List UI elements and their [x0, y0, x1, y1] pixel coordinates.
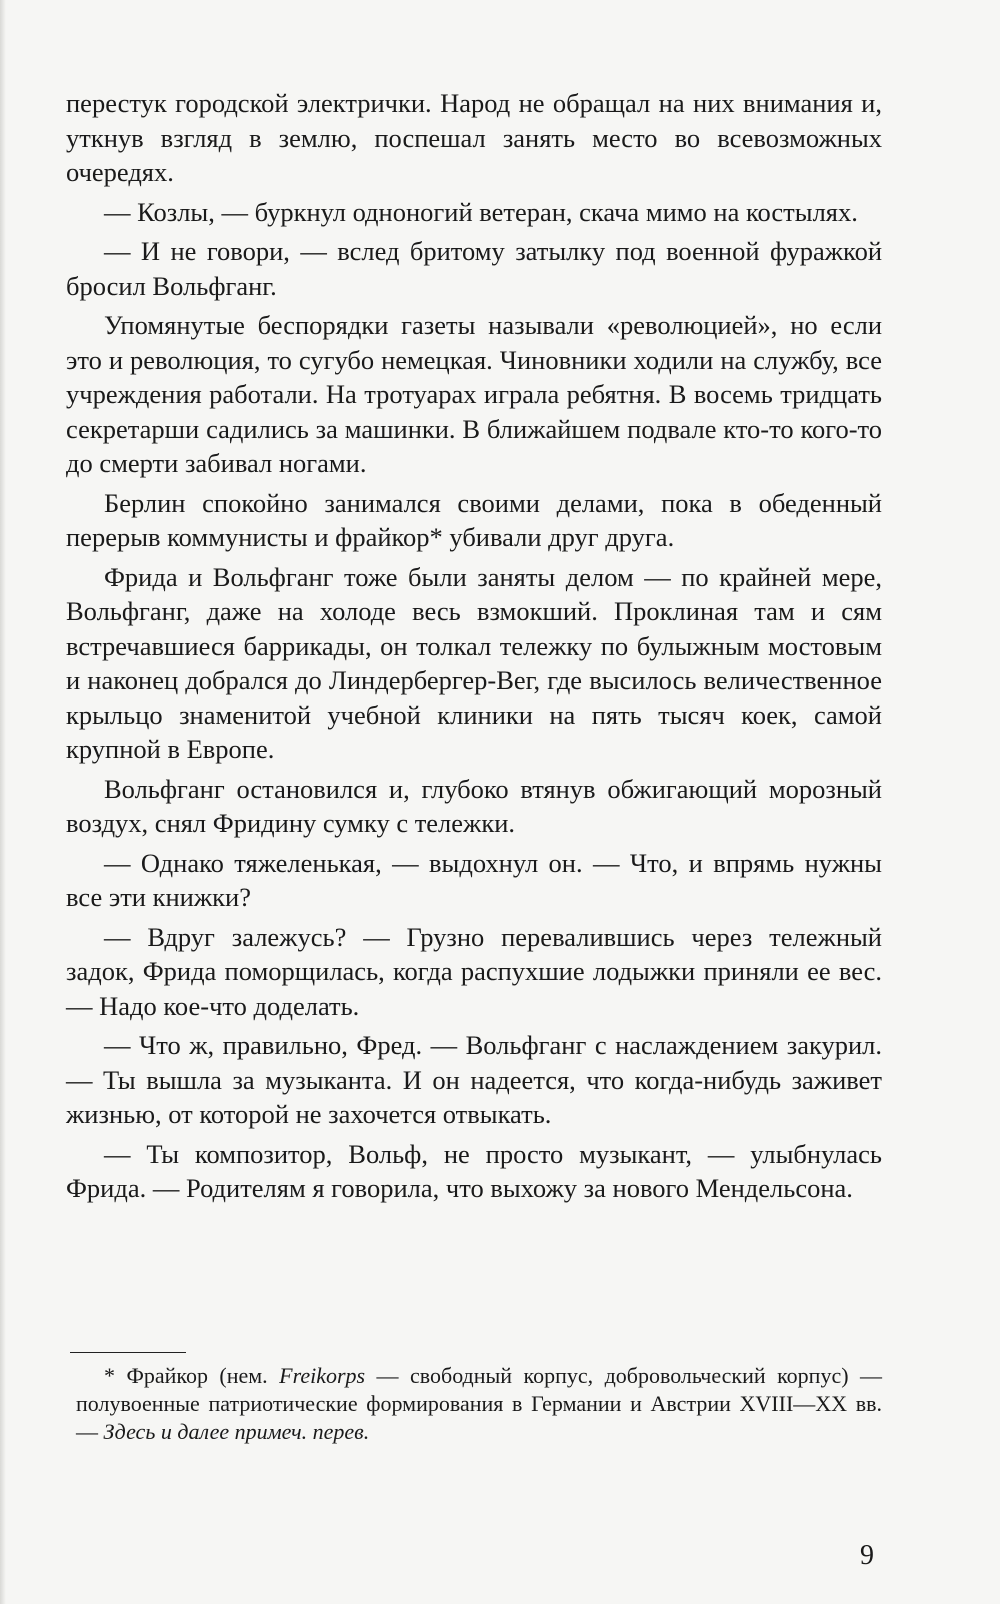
paragraph: — Козлы, — буркнул одноногий ветеран, скача мимо на костылях. [104, 196, 858, 227]
paragraph: перестук городской электрички. Народ не обращал на них внимания и, уткнув взгляд в землю, поспешал занять место во всевозможных очередях. [66, 88, 882, 187]
footnote-editor-note: Здесь и далее примеч. перев. [103, 1419, 370, 1444]
footnote-text: * Фрайкор (нем. [104, 1363, 280, 1388]
paragraph: — И не говори, — вслед бритому затылку под военной фуражкой бросил Вольфганг. [66, 236, 882, 301]
footnote [76, 1362, 882, 1446]
paragraph: — Ты композитор, Вольф, не просто музыкант, — улыбнулась Фрида. — Родителям я говорила, что выхожу за нового Мендельсона. [66, 1138, 882, 1203]
paragraph: Берлин спокойно занимался своими делами, пока в обеденный перерыв коммунисты и фрайкор* убивали друг друга. [66, 487, 882, 552]
paragraph: — Однако тяжеленькая, — выдохнул он. — Что, и впрямь нужны все эти книжки? [66, 847, 882, 912]
paragraph: Вольфганг остановился и, глубоко втянув обжигающий морозный воздух, снял Фридину сумку с тележки. [66, 773, 882, 838]
paragraph: — Вдруг залежусь? — Грузно перевалившись через тележный задок, Фрида поморщилась, когда распухшие лодыжки приняли ее вес. — Надо кое-что доделать. [66, 921, 882, 1021]
paragraph: Упомянутые беспорядки газеты называли «революцией», но если это и революция, то сугубо немецкая. Чиновники ходили на службу, все учреждения работали. На тротуарах играла ребятня. В восемь тридцать секретарши садились за машинки. В ближайшем подвале кто-то кого-то до смерти забивал ногами. [66, 310, 882, 478]
paragraph: Фрида и Вольфганг тоже были заняты делом — по крайней мере, Вольфганг, даже на холоде весь взмокший. Проклиная там и сям встречавшиеся баррикады, он толкал тележку по булыжным мостовым и наконец добрался до Линдербергер-Вег, где высилось величественное крыльцо знаменитой учебной клиники на пять тысяч коек, самой крупной в Европе. [66, 561, 882, 764]
page-binding-shadow [0, 0, 6, 1604]
footnote-term: Freikorps [279, 1363, 366, 1388]
page-number: 9 [860, 1540, 874, 1571]
paragraph: — Что ж, правильно, Фред. — Вольфганг с наслаждением закурил. — Ты вышла за музыканта. И он надеется, что когда-нибудь заживет жизнью, от которой не захочется отвыкать. [66, 1030, 882, 1129]
footnote-divider [70, 1352, 186, 1353]
body-text [66, 86, 882, 1211]
footnote-text: — свободный корпус, добровольческий корпус) — полувоенные патриотические формирования в Германии и Австрии XVIII—XX вв. — [76, 1363, 882, 1444]
